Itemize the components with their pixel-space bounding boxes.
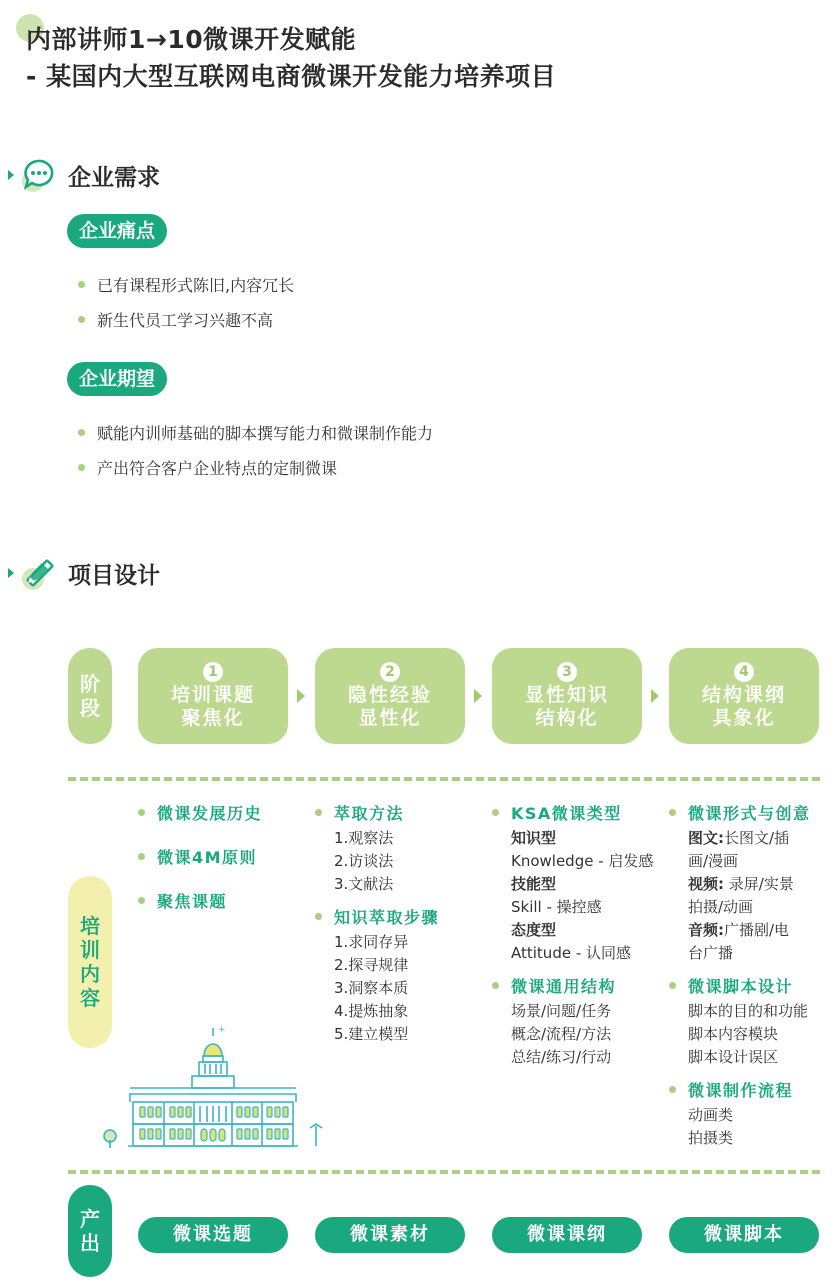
list-item: 已有课程形式陈旧,内容冗长	[78, 273, 294, 296]
list-item: 微课形式与创意	[669, 801, 835, 824]
list-item: 微课发展历史	[138, 801, 318, 824]
section-title-demand: 企业需求	[68, 164, 160, 191]
output-pill-4: 微课脚本	[669, 1217, 819, 1253]
stage-row-label: 阶 段	[68, 648, 112, 744]
svg-text:+: +	[218, 1025, 226, 1035]
chat-bubble-icon	[18, 155, 58, 195]
stage-card-2: 2 隐性经验 显性化	[315, 648, 465, 744]
list-item: 微课脚本设计	[669, 974, 835, 997]
stage-card-3: 3 显性知识 结构化	[492, 648, 642, 744]
triangle-marker-icon	[8, 568, 14, 578]
list-item: 赋能内训师基础的脚本撰写能力和微课制作能力	[78, 421, 433, 444]
arrow-right-icon	[297, 689, 305, 703]
output-pill-1: 微课选题	[138, 1217, 288, 1253]
stage-card-1: 1 培训课题 聚焦化	[138, 648, 288, 744]
page-title: 内部讲师1→10微课开发赋能	[26, 25, 357, 54]
arrow-right-icon	[474, 689, 482, 703]
section-heading-demand	[8, 155, 160, 195]
page-subtitle: - 某国内大型互联网电商微课开发能力培养项目	[26, 62, 557, 91]
content-col-2: 萃取方法 1.观察法 2.访谈法 3.文献法 知识萃取步骤 1.求同存异 2.探寻规律 3.洞察本质 4.提炼抽象 5.建立模型	[315, 801, 495, 1046]
list-item: 萃取方法	[315, 801, 495, 824]
pencil-ruler-icon	[18, 553, 58, 593]
list-item: 微课4M原则	[138, 845, 318, 868]
content-row-label: 培 训 内 容	[68, 876, 112, 1048]
list-item: KSA微课类型	[492, 801, 672, 824]
triangle-marker-icon	[8, 170, 14, 180]
stage-card-4: 4 结构课纲 具象化	[669, 648, 819, 744]
output-row-label: 产 出	[68, 1185, 112, 1277]
divider	[68, 777, 820, 781]
output-pill-3: 微课课纲	[492, 1217, 642, 1253]
list-item: 知识萃取步骤	[315, 905, 495, 928]
expectations-label: 企业期望	[67, 362, 167, 396]
content-col-4: 微课形式与创意 图文:长图文/插 画/漫画 视频: 录屏/实景 拍摄/动画 音频:广播剧/电 台广播 微课脚本设计 脚本的目的和功能 脚本内容模块 脚本设计误区 微课制作流程 动画类 拍摄类	[669, 801, 835, 1150]
section-heading-design	[8, 553, 160, 593]
arrow-right-icon	[651, 689, 659, 703]
list-item: 聚焦课题	[138, 889, 318, 912]
divider	[68, 1170, 820, 1174]
content-col-1	[138, 801, 318, 912]
list-item: 微课制作流程	[669, 1078, 835, 1101]
section-title-design: 项目设计	[68, 562, 160, 589]
list-item: 新生代员工学习兴趣不高	[78, 308, 273, 331]
output-pill-2: 微课素材	[315, 1217, 465, 1253]
capitol-building-illustration	[100, 1022, 326, 1152]
list-item: 产出符合客户企业特点的定制微课	[78, 456, 337, 479]
pain-points-label: 企业痛点	[67, 214, 167, 248]
list-item: 微课通用结构	[492, 974, 672, 997]
content-col-3: KSA微课类型 知识型 Knowledge - 启发感 技能型 Skill - 操控感 态度型 Attitude - 认同感 微课通用结构 场景/问题/任务 概念/流程/方法 总结/练习/行动	[492, 801, 672, 1069]
